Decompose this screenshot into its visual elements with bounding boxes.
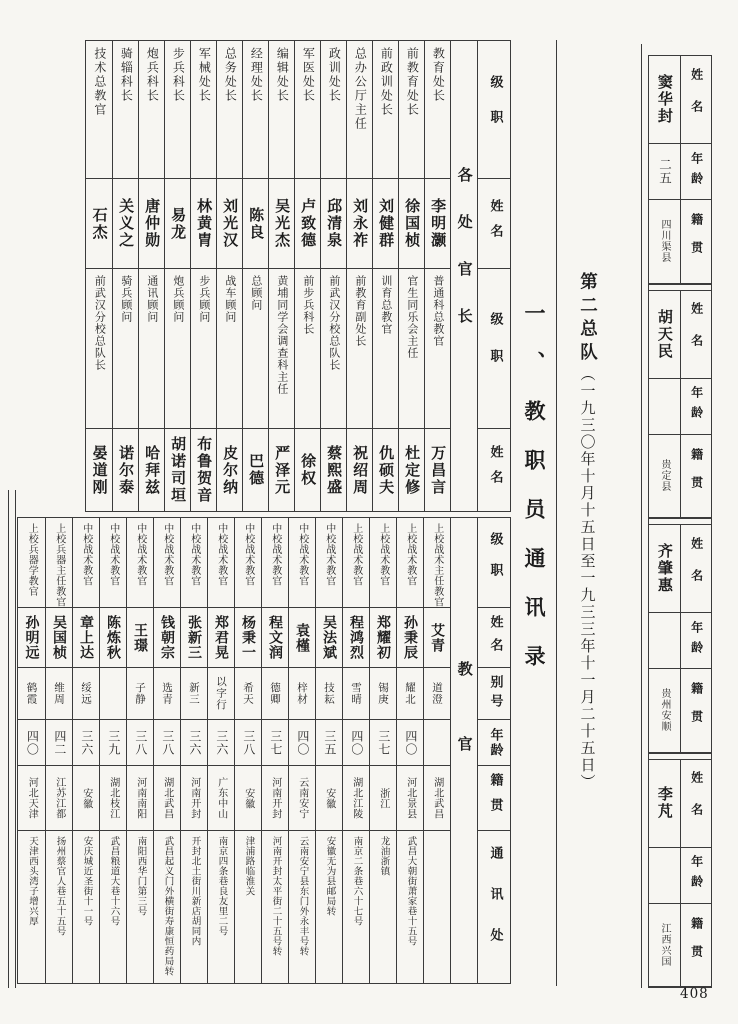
officer-rank-cell: 总办公厅主任 [347, 41, 372, 179]
officer-rank2-cell: 官生同乐会主任 [399, 269, 424, 429]
instructor-age-cell: 三五 [316, 720, 342, 766]
page-number: 408 [680, 986, 709, 1002]
instructor-origin-cell: 安徽 [73, 766, 99, 831]
officer-name2-cell: 皮尔纳 [221, 444, 240, 496]
officer-rank2-cell: 步兵顾问 [191, 269, 216, 429]
officer-name2-cell: 杜定修 [403, 444, 422, 496]
officer-rank2-cell: 前步兵科长 [295, 269, 320, 429]
instructor-rank-cell: 上校兵器主任教官 [46, 518, 72, 608]
instructor-alias-cell: 子静 [127, 668, 153, 720]
instructor-name-cell: 孙秉辰 [397, 608, 423, 668]
officer-rank-cell: 政训处长 [321, 41, 346, 179]
instructor-age-cell: 四〇 [343, 720, 369, 766]
officer-name2-cell: 祝绍周 [351, 444, 370, 496]
instructor-address-cell: 武昌大朝街萧家巷十五号 [405, 836, 417, 946]
officer-column [216, 41, 242, 511]
instructor-address-cell: 安徽无为县邮局转 [324, 836, 336, 916]
instructor-alias-cell: 道澄 [424, 668, 450, 720]
instructor-age-cell: 四〇 [397, 720, 423, 766]
instructor-origin-cell: 河北景县 [397, 766, 423, 831]
instructor-column [18, 518, 45, 983]
roster-header-column [680, 525, 712, 753]
instructor-name-cell: 程文润 [262, 608, 288, 668]
instructor-origin-cell: 河南开封 [181, 766, 207, 831]
officer-name-cell: 邱清泉 [321, 179, 346, 269]
instructor-origin-cell: 湖北武昌 [424, 766, 450, 831]
instructor-alias-cell: 锡庚 [370, 668, 396, 720]
roster-name-cell: 李芃 [649, 760, 680, 848]
officers-group-label: 各处官长 [455, 167, 474, 355]
instructor-alias-cell: 以字行 [208, 668, 234, 720]
name-label: 姓名 [681, 525, 712, 613]
instructor-origin-cell: 浙江 [370, 766, 396, 831]
instructors-grid [17, 517, 511, 984]
address-header: 通讯处 [487, 845, 503, 969]
officer-rank2-cell: 黄埔同学会调查科主任 [269, 269, 294, 429]
instructor-column [234, 518, 261, 983]
officer-name-cell: 唐仲勋 [139, 179, 164, 269]
origin-header: 籍贯 [478, 766, 510, 831]
instructor-address-cell: 天津西头湾子增兴厚 [26, 836, 38, 926]
officers-group-column [450, 41, 477, 511]
age-label: 年龄 [681, 144, 712, 200]
instructor-rank-cell: 中校战术教官 [235, 518, 261, 608]
instructor-rank-cell: 上校兵器学教官 [18, 518, 45, 608]
officer-rank-cell: 教育处长 [425, 41, 450, 179]
roster-value-column [649, 291, 680, 519]
officer-rank2-cell: 炮兵顾问 [165, 269, 190, 429]
officer-name-cell: 林黄胄 [191, 179, 216, 269]
officer-column [268, 41, 294, 511]
officer-rank-cell: 编辑处长 [269, 41, 294, 179]
name-header-2: 姓名 [487, 445, 503, 495]
instructor-age-cell: 三六 [181, 720, 207, 766]
instructor-column [72, 518, 99, 983]
instructor-column [207, 518, 234, 983]
instructor-address-cell: 开封北土街川新店胡同内 [189, 836, 201, 946]
instructor-name-cell: 孙明远 [18, 608, 45, 668]
officer-column [86, 41, 112, 511]
roster-name-cell: 齐肇惠 [649, 525, 680, 613]
officer-column [164, 41, 190, 511]
instructor-address-cell [424, 831, 450, 983]
instructor-origin-cell: 湖北枝江 [100, 766, 126, 831]
roster-value-column [649, 760, 680, 988]
instructor-name-cell: 程鸿烈 [343, 608, 369, 668]
instructor-alias-cell: 新三 [181, 668, 207, 720]
officer-rank-cell: 技术总教官 [86, 41, 112, 179]
instructor-address-cell: 安庆城近圣街十一号 [81, 836, 93, 926]
instructor-column [153, 518, 180, 983]
roster-age-cell [649, 613, 680, 669]
officer-name-cell: 卢致德 [295, 179, 320, 269]
instructors-header-column [477, 518, 510, 983]
instructor-alias-cell: 选青 [154, 668, 180, 720]
instructor-column [423, 518, 450, 983]
officer-name-cell: 石杰 [86, 179, 112, 269]
roster-entry [649, 524, 711, 754]
instructor-alias-cell: 鹤霞 [18, 668, 45, 720]
instructor-origin-cell: 河南南阳 [127, 766, 153, 831]
officer-rank-cell: 前教育处长 [399, 41, 424, 179]
name-header: 姓名 [478, 608, 510, 668]
officer-name-cell: 关义之 [113, 179, 138, 269]
instructors-group-column [450, 518, 477, 983]
instructor-alias-cell [100, 668, 126, 720]
instructor-origin-cell: 湖北江陵 [343, 766, 369, 831]
roster-origin-cell: 四川渠县 [649, 200, 680, 284]
officer-name2-cell: 巴德 [247, 453, 266, 487]
instructor-column [45, 518, 72, 983]
officer-name2-cell: 哈拜兹 [143, 444, 162, 496]
instructor-origin-cell: 云南安宁 [289, 766, 315, 831]
instructor-name-cell: 艾青 [424, 608, 450, 668]
instructor-name-cell: 章上达 [73, 608, 99, 668]
rank-header-2: 级职 [478, 269, 510, 429]
officer-name2-cell: 晏道刚 [90, 444, 109, 496]
officer-rank-cell: 前政训处长 [373, 41, 398, 179]
age-label: 年龄 [681, 379, 712, 435]
roster-value-column [649, 56, 680, 284]
rank-header: 级职 [478, 518, 510, 608]
instructor-column [315, 518, 342, 983]
divider-rule [556, 40, 557, 986]
officer-column [138, 41, 164, 511]
instructor-rank-cell: 上校战术教官 [370, 518, 396, 608]
roster-value-column [649, 525, 680, 753]
officer-column [190, 41, 216, 511]
roster-name-cell: 窦华封 [649, 56, 680, 144]
officer-name-cell: 陈良 [243, 179, 268, 269]
section-title [512, 302, 556, 742]
instructor-address-cell: 云南安宁县东门外永丰号转 [297, 836, 309, 956]
roster-entry [649, 290, 711, 520]
instructor-rank-cell: 中校战术教官 [154, 518, 180, 608]
instructor-rank-cell: 上校战术教官 [343, 518, 369, 608]
officer-column [294, 41, 320, 511]
officer-rank-cell: 总务处长 [217, 41, 242, 179]
name-header-1: 姓名 [478, 179, 510, 269]
instructor-rank-cell: 上校战术教官 [397, 518, 423, 608]
instructor-name-cell: 吴法斌 [316, 608, 342, 668]
instructor-age-cell: 三七 [262, 720, 288, 766]
officers-grid [85, 40, 511, 512]
officer-rank2-cell: 前武汉分校总队长 [86, 269, 112, 429]
roster-origin-cell: 贵定县 [649, 435, 680, 519]
instructor-origin-cell: 安徽 [235, 766, 261, 831]
instructor-address-cell: 南京四条巷良友里二号 [216, 836, 228, 936]
officer-column [112, 41, 138, 511]
instructor-age-cell [424, 720, 450, 766]
officer-rank-cell: 经理处长 [243, 41, 268, 179]
instructor-rank-cell: 中校战术教官 [208, 518, 234, 608]
instructor-age-cell: 三九 [100, 720, 126, 766]
instructor-column [369, 518, 396, 983]
instructor-age-cell: 三八 [154, 720, 180, 766]
officer-name2-cell: 徐权 [299, 453, 318, 487]
roster-name-cell: 胡天民 [649, 291, 680, 379]
instructor-name-cell: 郑君晃 [208, 608, 234, 668]
roster-entry [649, 759, 711, 988]
officer-name2-cell: 诺尔泰 [117, 444, 136, 496]
instructor-address-cell: 武昌粮道大巷十六号 [108, 836, 120, 926]
roster-age-cell [649, 848, 680, 904]
officer-rank2-cell: 骑兵顾问 [113, 269, 138, 429]
officers-header-column [477, 41, 510, 511]
instructor-age-cell: 三八 [235, 720, 261, 766]
roster-header-column [680, 291, 712, 519]
instructor-column [126, 518, 153, 983]
instructor-alias-cell: 绥远 [73, 668, 99, 720]
officer-rank2-cell: 通讯顾问 [139, 269, 164, 429]
officer-name2-cell: 蔡熙盛 [325, 444, 344, 496]
roster-origin-cell: 贵州安顺 [649, 669, 680, 753]
instructor-column [261, 518, 288, 983]
name-label: 姓名 [681, 291, 712, 379]
officer-rank-cell: 步兵科长 [165, 41, 190, 179]
officer-name2-cell: 万昌言 [429, 444, 448, 496]
instructor-alias-cell: 德卿 [262, 668, 288, 720]
instructor-address-cell: 武昌起义门外横街寿康恒药局转 [162, 836, 174, 976]
previous-roster-table [648, 55, 712, 988]
instructor-rank-cell: 中校战术教官 [181, 518, 207, 608]
instructor-age-cell: 三六 [73, 720, 99, 766]
officer-rank-cell: 炮兵科长 [139, 41, 164, 179]
instructor-name-cell: 杨秉一 [235, 608, 261, 668]
instructor-alias-cell: 技耘 [316, 668, 342, 720]
officer-rank2-cell: 总顾问 [243, 269, 268, 429]
instructor-address-cell: 扬州蔡官人巷五十五号 [54, 836, 66, 936]
instructor-name-cell: 钱朝宗 [154, 608, 180, 668]
instructor-column [342, 518, 369, 983]
roster-age-cell: 二五 [649, 144, 680, 200]
officer-rank2-cell: 训育总教官 [373, 269, 398, 429]
officer-rank-cell: 军医处长 [295, 41, 320, 179]
officer-name2-cell: 布鲁贺音 [195, 436, 214, 504]
instructor-address-cell: 南京二条巷六十七号 [351, 836, 363, 926]
officer-name2-cell: 严泽元 [273, 444, 292, 496]
roster-origin-cell: 江西兴国 [649, 904, 680, 988]
instructor-age-cell: 四〇 [18, 720, 45, 766]
unit-title-dates: （一九三〇年十月十五日至一九三三年十一月二十五日） [578, 366, 597, 791]
officer-rank2-cell: 前教育副处长 [347, 269, 372, 429]
instructor-alias-cell: 希天 [235, 668, 261, 720]
officer-name-cell: 李明灏 [425, 179, 450, 269]
officer-rank2-cell: 普通科总教官 [425, 269, 450, 429]
instructor-alias-cell: 雪晴 [343, 668, 369, 720]
age-label: 年龄 [681, 848, 712, 904]
instructor-rank-cell: 上校战术主任教官 [424, 518, 450, 608]
instructor-origin-cell: 河北天津 [18, 766, 45, 831]
name-label: 姓名 [681, 760, 712, 848]
officer-rank-cell: 骑辎科长 [113, 41, 138, 179]
officer-column [398, 41, 424, 511]
instructor-origin-cell: 广东中山 [208, 766, 234, 831]
officer-rank-cell: 军械处长 [191, 41, 216, 179]
instructor-name-cell: 陈炼秋 [100, 608, 126, 668]
instructor-address-cell: 河南开封太平街二十五号转 [270, 836, 282, 956]
name-label: 姓名 [681, 56, 712, 144]
instructor-rank-cell: 中校战术教官 [100, 518, 126, 608]
roster-header-column [680, 760, 712, 988]
unit-title-text: 第二总队 [577, 272, 598, 366]
officer-column [320, 41, 346, 511]
instructor-origin-cell: 江苏江都 [46, 766, 72, 831]
instructor-origin-cell: 河南开封 [262, 766, 288, 831]
origin-label: 籍贯 [681, 200, 712, 284]
section-title-text: 一、教职员通讯录 [522, 302, 547, 694]
instructor-name-cell: 郑耀初 [370, 608, 396, 668]
instructor-age-cell: 三七 [370, 720, 396, 766]
instructor-alias-cell: 维周 [46, 668, 72, 720]
instructor-name-cell: 吴国桢 [46, 608, 72, 668]
instructor-age-cell: 四〇 [289, 720, 315, 766]
rank-header-1: 级职 [478, 41, 510, 179]
instructor-column [288, 518, 315, 983]
alias-header: 别号 [478, 668, 510, 720]
roster-header-column [680, 56, 712, 284]
instructor-rank-cell: 中校战术教官 [262, 518, 288, 608]
officer-rank2-cell: 战车顾问 [217, 269, 242, 429]
instructor-origin-cell: 湖北武昌 [154, 766, 180, 831]
age-header: 年龄 [478, 720, 510, 766]
officer-column [424, 41, 450, 511]
officer-name-cell: 刘永祚 [347, 179, 372, 269]
instructor-address-cell: 津浦路临淮关 [243, 836, 255, 896]
officer-column [372, 41, 398, 511]
officer-name-cell: 刘健群 [373, 179, 398, 269]
instructor-age-cell: 三六 [208, 720, 234, 766]
officer-name-cell: 徐国桢 [399, 179, 424, 269]
instructors-group-label: 教官 [455, 660, 474, 811]
instructor-rank-cell: 中校战术教官 [316, 518, 342, 608]
instructor-name-cell: 王璟 [127, 608, 153, 668]
instructor-age-cell: 四二 [46, 720, 72, 766]
instructor-address-cell: 南阳西华门第三号 [135, 836, 147, 916]
instructor-address-cell: 龙油浙镇 [378, 836, 390, 876]
instructor-rank-cell: 中校战术教官 [73, 518, 99, 608]
instructor-origin-cell: 安徽 [316, 766, 342, 831]
officer-name2-cell: 仇硕夫 [377, 444, 396, 496]
officer-name-cell: 刘光汉 [217, 179, 242, 269]
instructor-rank-cell: 中校战术教官 [127, 518, 153, 608]
unit-title [558, 272, 618, 872]
outer-border-rule [8, 490, 16, 988]
officer-column [346, 41, 372, 511]
origin-label: 籍贯 [681, 669, 712, 753]
officer-name-cell: 易龙 [165, 179, 190, 269]
origin-label: 籍贯 [681, 435, 712, 519]
divider-rule [641, 44, 642, 988]
instructor-alias-cell: 耀北 [397, 668, 423, 720]
officer-rank2-cell: 前武汉分校总队长 [321, 269, 346, 429]
officer-name-cell: 吴光杰 [269, 179, 294, 269]
instructor-name-cell: 张新三 [181, 608, 207, 668]
instructor-age-cell: 三八 [127, 720, 153, 766]
age-label: 年龄 [681, 613, 712, 669]
instructor-alias-cell: 梓材 [289, 668, 315, 720]
officer-column [242, 41, 268, 511]
instructor-rank-cell: 中校战术教官 [289, 518, 315, 608]
officer-name2-cell: 胡诺司垣 [169, 436, 188, 504]
roster-age-cell [649, 379, 680, 435]
instructor-name-cell: 袁槿 [289, 608, 315, 668]
instructor-column [99, 518, 126, 983]
instructor-column [396, 518, 423, 983]
origin-label: 籍贯 [681, 904, 712, 988]
roster-entry [649, 56, 711, 285]
instructor-column [180, 518, 207, 983]
